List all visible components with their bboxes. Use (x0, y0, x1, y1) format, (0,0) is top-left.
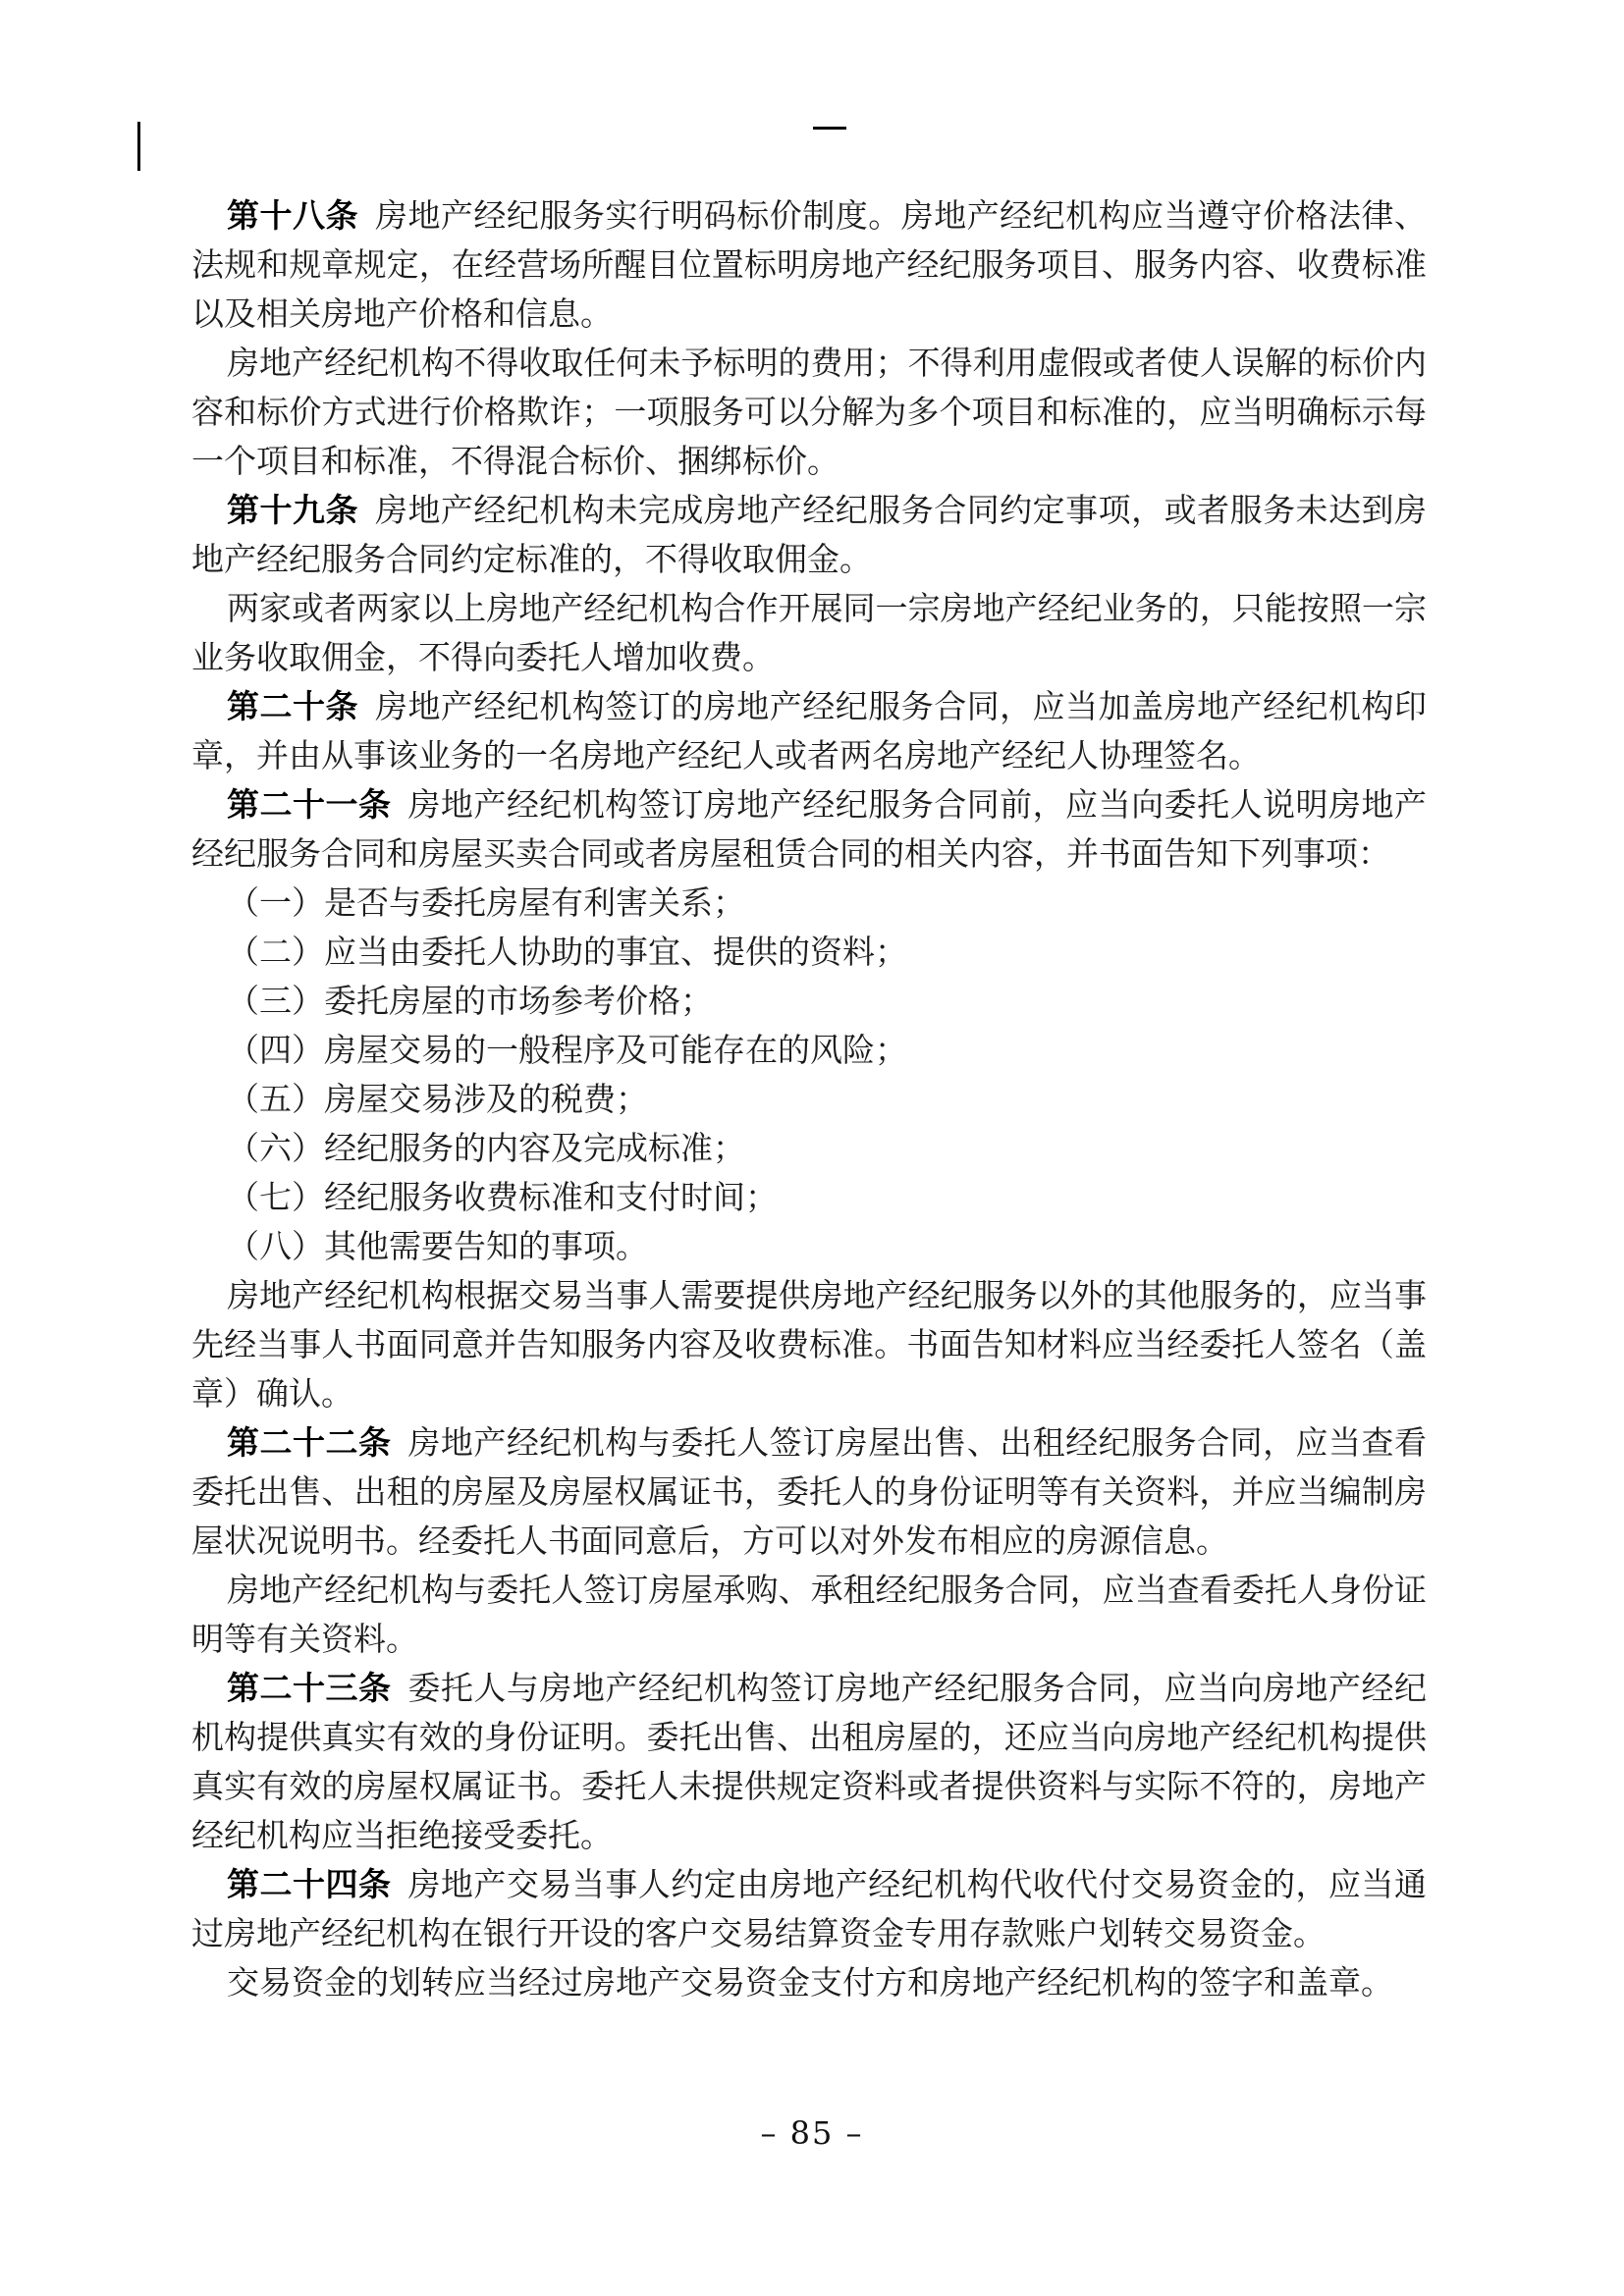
article-number-heading: 第二十一条 (227, 785, 392, 824)
paragraph-article-21 (191, 780, 1427, 879)
paragraph-text: （三）委托房屋的市场参考价格； (227, 982, 713, 1020)
paragraph (191, 1271, 1427, 1418)
list-item-6 (191, 1124, 1427, 1173)
list-item-7 (191, 1173, 1427, 1222)
paragraph-article-22 (191, 1418, 1427, 1566)
paragraph-article-24 (191, 1860, 1427, 1958)
paragraph-text: 房地产交易当事人约定由房地产经纪机构代收代付交易资金的，应当通过房地产经纪机构在银行开设的客户交易结算资金专用存款账户划转交易资金。 (191, 1865, 1428, 1952)
paragraph-article-19 (191, 486, 1427, 584)
paragraph-text: 房地产经纪机构根据交易当事人需要提供房地产经纪服务以外的其他服务的，应当事先经当事人书面同意并告知服务内容及收费标准。书面告知材料应当经委托人签名（盖章）确认。 (191, 1276, 1427, 1413)
scan-artifact-horizontal-mark (813, 127, 846, 130)
paragraph (191, 1958, 1427, 2007)
list-item-3 (191, 977, 1427, 1026)
paragraph (191, 584, 1427, 682)
paragraph-text: 房地产经纪服务实行明码标价制度。房地产经纪机构应当遵守价格法律、法规和规章规定，在经营场所醒目位置标明房地产经纪服务项目、服务内容、收费标准以及相关房地产价格和信息。 (191, 196, 1428, 333)
document-body (191, 191, 1427, 2007)
paragraph (191, 339, 1427, 486)
page-footer (0, 2109, 1624, 2158)
article-number-heading: 第十八条 (227, 196, 358, 235)
paragraph-text: （二）应当由委托人协助的事宜、提供的资料； (227, 933, 907, 971)
paragraph-article-18 (191, 191, 1427, 339)
paragraph-text: 委托人与房地产经纪机构签订房地产经纪服务合同，应当向房地产经纪机构提供真实有效的身份证明。委托出售、出租房屋的，还应当向房地产经纪机构提供真实有效的房屋权属证书。委托人未提供规定资料或者提供资料与实际不符的，房地产经纪机构应当拒绝接受委托。 (191, 1669, 1428, 1854)
paragraph-text: （八）其他需要告知的事项。 (227, 1227, 648, 1265)
page-number: – 85 – (760, 2114, 864, 2152)
article-number-heading: 第二十条 (227, 687, 358, 725)
list-item-5 (191, 1075, 1427, 1124)
article-number-heading: 第十九条 (227, 491, 358, 529)
paragraph-text: （七）经纪服务收费标准和支付时间； (227, 1178, 778, 1216)
paragraph-text: 房地产经纪机构与委托人签订房屋承购、承租经纪服务合同，应当查看委托人身份证明等有关资料。 (191, 1571, 1427, 1658)
paragraph-text: 房地产经纪机构与委托人签订房屋出售、出租经纪服务合同，应当查看委托出售、出租的房屋及房屋权属证书，委托人的身份证明等有关资料，并应当编制房屋状况说明书。经委托人书面同意后，方可以对外发布相应的房源信息。 (191, 1423, 1428, 1560)
paragraph-text: 房地产经纪机构未完成房地产经纪服务合同约定事项，或者服务未达到房地产经纪服务合同约定标准的，不得收取佣金。 (191, 491, 1428, 578)
paragraph-text: 两家或者两家以上房地产经纪机构合作开展同一宗房地产经纪业务的，只能按照一宗业务收取佣金，不得向委托人增加收费。 (191, 589, 1427, 676)
paragraph-text: 房地产经纪机构签订的房地产经纪服务合同，应当加盖房地产经纪机构印章，并由从事该业务的一名房地产经纪人或者两名房地产经纪人协理签名。 (191, 687, 1428, 774)
paragraph-text: 房地产经纪机构签订房地产经纪服务合同前，应当向委托人说明房地产经纪服务合同和房屋买卖合同或者房屋租赁合同的相关内容，并书面告知下列事项： (191, 785, 1428, 873)
article-number-heading: 第二十四条 (227, 1865, 392, 1903)
paragraph (191, 1566, 1427, 1664)
article-number-heading: 第二十二条 (227, 1423, 392, 1462)
paragraph-article-23 (191, 1664, 1427, 1860)
paragraph-text: （六）经纪服务的内容及完成标准； (227, 1129, 745, 1167)
list-item-1 (191, 879, 1427, 928)
list-item-2 (191, 928, 1427, 977)
paragraph-article-20 (191, 682, 1427, 780)
paragraph-text: （一）是否与委托房屋有利害关系； (227, 883, 745, 922)
list-item-4 (191, 1026, 1427, 1075)
article-number-heading: 第二十三条 (227, 1669, 392, 1707)
list-item-8 (191, 1222, 1427, 1271)
paragraph-text: 交易资金的划转应当经过房地产交易资金支付方和房地产经纪机构的签字和盖章。 (227, 1963, 1393, 2002)
paragraph-text: （五）房屋交易涉及的税费； (227, 1080, 648, 1118)
paragraph-text: 房地产经纪机构不得收取任何未予标明的费用；不得利用虚假或者使人误解的标价内容和标价方式进行价格欺诈；一项服务可以分解为多个项目和标准的，应当明确标示每一个项目和标准，不得混合标价、捆绑标价。 (191, 344, 1427, 480)
scan-artifact-vertical-mark (137, 122, 140, 171)
paragraph-text: （四）房屋交易的一般程序及可能存在的风险； (227, 1031, 907, 1069)
